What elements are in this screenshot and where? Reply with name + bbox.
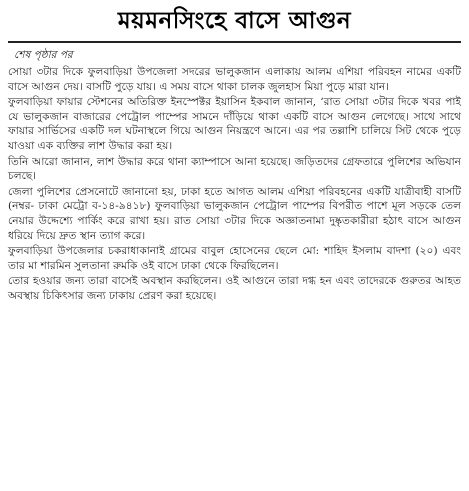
paragraph-6: তোর হওয়ার জন্য তারা বাসেই অবস্থান করছিলেন। ওই আগুনে তারা দগ্ধ হন এবং তাদেরকে গুরুতর আহত অবস্থায় চিকিৎসার জন্য ঢাকায় প্রেরণ করা হয়েছে। (8, 275, 461, 302)
paragraph-1: সোয়া ৩টার দিকে ফুলবাড়িয়া উপজেলা সদরের ভালুকজান এলাকায় আলম এশিয়া পরিবহন নামের একটি বাসে আগুন দেয়। বাসটি পুড়ে যায়। এ সময় বাসে থাকা চালক জুলহাস মিয়া পুড়ে মারা যান। (8, 66, 461, 93)
continued-from-label: শেষ পৃষ্ঠার পর (14, 49, 73, 61)
paragraph-5: ফুলবাড়িয়া উপজেলার চকরাধাকানাই গ্রামের বাবুল হোসেনের ছেলে মো: শাহিদ ইসলাম বাদশা (২০) এবং তার মা শারমিন সুলতানা রুমকি ওই বাসে ঢাকা থেকে ফিরছিলেন। (8, 245, 461, 272)
paragraph-3: তিনি আরো জানান, লাশ উদ্ধার করে থানা ক্যাম্পাসে আনা হয়েছে। জড়িতদের গ্রেফতারে পুলিশের অভিযান চলছে। (8, 155, 461, 183)
headline-divider (8, 41, 461, 43)
article-body (8, 65, 461, 304)
article-headline: ময়মনসিংহে বাসে আগুন (117, 8, 352, 34)
paragraph-2: ফুলবাড়িয়া ফায়ার স্টেশনের অতিরিক্ত ইনস্পেক্টর ইয়াসিন ইকবাল জানান, ‘রাত সোয়া ৩টার দিকে খবর পাই যে ভালুকজান বাজারের পেট্রোল পাম্পের সামনে দাঁড়িয়ে থাকা একটি বাসে আগুন লেগেছে। সাথে সাথে ফায়ার সার্ভিসের একটি দল ঘটনাস্থলে গিয়ে আগুন নিয়ন্ত্রণে আনে। এর পর তল্লাশি চালিয়ে সিট থেকে পুড়ে যাওয়া এক ব্যক্তির লাশ উদ্ধার করা হয়। (8, 96, 461, 152)
paragraph-4: জেলা পুলিশের প্রেসনোটে জানানো হয়, ঢাকা হতে আগত আলম এশিয়া পরিবহনের একটি যাত্রীবাহী বাসটি (নম্বর- ঢাকা মেট্রো ব-১৪-৯৪১৮) ফুলবাড়িয়া ভালুকজান পেট্রোল পাম্পের বিপরীত পাশে মূল সড়কে তেল নেয়ার উদ্দেশ্যে পার্কিং করে রাখা হয়। রাত সোয়া ৩টার দিকে অজ্ঞাতনামা দুষ্কৃতকারীরা হঠাৎ বাসে আগুন ধরিয়ে দিয়ে দ্রুত স্থান ত্যাগ করে। (8, 185, 461, 242)
